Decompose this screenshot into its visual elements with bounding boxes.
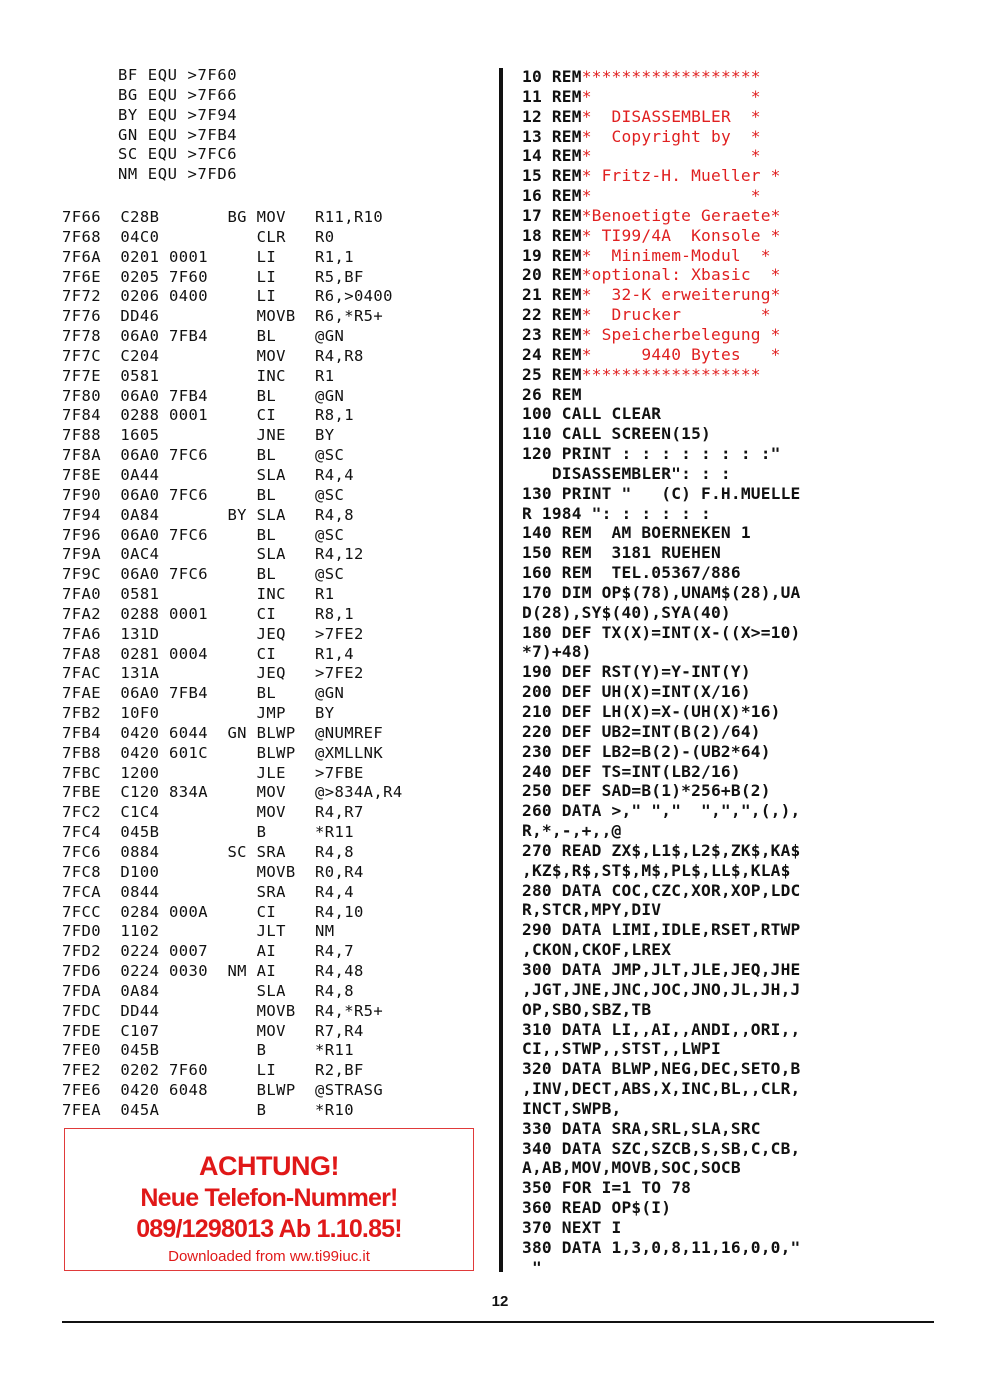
remark-text: * Minimem-Modul * xyxy=(581,245,771,265)
statement: NEXT I xyxy=(561,1217,622,1237)
line-number: 300 xyxy=(522,959,552,979)
basic-line xyxy=(522,265,801,285)
remark-text: * Fritz-H. Mueller * xyxy=(581,166,781,186)
assembly-line: 7FA6 131D JEQ >7FE2 xyxy=(62,624,364,643)
basic-line xyxy=(522,762,801,782)
footer-rule xyxy=(62,1321,934,1323)
line-number: 290 xyxy=(522,920,552,940)
basic-line xyxy=(522,523,801,543)
assembly-line: 7F6A 0201 0001 LI R1,1 xyxy=(62,247,354,266)
statement: REM xyxy=(551,384,582,404)
statement: DEF TS=INT(LB2/16) xyxy=(561,761,741,781)
statement: R,STCR,MPY,DIV xyxy=(522,900,662,920)
assembly-line: 7FE2 0202 7F60 LI R2,BF xyxy=(62,1061,364,1080)
remark-text: *optional: Xbasic * xyxy=(581,265,781,285)
remark-text: ****************** xyxy=(581,364,761,384)
notice-subheading: Neue Telefon-Nummer! xyxy=(140,1184,398,1212)
basic-line xyxy=(522,662,801,682)
assembly-line: 7F78 06A0 7FB4 BL @GN xyxy=(62,327,345,346)
line-number: 350 xyxy=(522,1178,552,1198)
statement: INCT,SWPB, xyxy=(522,1098,622,1118)
statement: D(28),SY$(40),SYA(40) xyxy=(522,602,731,622)
notice-phone-number: 089/1298013 Ab 1.10.85! xyxy=(136,1215,402,1243)
basic-line xyxy=(522,226,801,246)
basic-line xyxy=(522,702,801,722)
assembly-line: 7FCA 0844 SRA R4,4 xyxy=(62,882,354,901)
basic-line xyxy=(522,801,801,821)
assembly-line: 7FD6 0224 0030 NM AI R4,48 xyxy=(62,962,364,981)
basic-line xyxy=(522,821,801,841)
statement: REM xyxy=(551,86,582,106)
line-number: 320 xyxy=(522,1059,552,1079)
line-number: 220 xyxy=(522,721,552,741)
statement: PRINT " (C) F.H.MUELLE xyxy=(561,483,801,503)
phone-notice-box xyxy=(64,1128,474,1271)
line-number: 15 xyxy=(522,166,542,186)
line-number: 140 xyxy=(522,523,552,543)
line-number: 21 xyxy=(522,285,542,305)
assembly-line: 7FC2 C1C4 MOV R4,R7 xyxy=(62,803,364,822)
basic-line xyxy=(522,543,801,563)
basic-line xyxy=(522,563,801,583)
basic-line xyxy=(522,444,801,464)
statement: R 1984 ": : : : : : xyxy=(522,503,711,523)
line-number: 160 xyxy=(522,563,552,583)
statement: DEF UB2=INT(B(2)/64) xyxy=(561,721,761,741)
assembly-line: 7FA0 0581 INC R1 xyxy=(62,585,335,604)
assembly-line: 7F72 0206 0400 LI R6,>0400 xyxy=(62,287,393,306)
equate-listing xyxy=(118,66,237,185)
basic-line xyxy=(522,246,801,266)
statement: READ OP$(I) xyxy=(561,1198,672,1218)
line-number: 130 xyxy=(522,483,552,503)
basic-line xyxy=(522,1020,801,1040)
basic-line xyxy=(522,900,801,920)
statement: REM xyxy=(551,146,582,166)
statement: REM xyxy=(551,205,582,225)
line-number: 13 xyxy=(522,126,542,146)
statement: DATA COC,CZC,XOR,XOP,LDC xyxy=(561,880,801,900)
basic-line xyxy=(522,67,801,87)
remark-text: * * xyxy=(581,86,761,106)
basic-line xyxy=(522,1139,801,1159)
basic-line xyxy=(522,980,801,1000)
basic-line xyxy=(522,285,801,305)
equate-line: BF EQU >7F60 xyxy=(118,66,238,84)
statement: DATA BLWP,NEG,DEC,SETO,B xyxy=(561,1059,801,1079)
basic-line xyxy=(522,186,801,206)
assembly-line: 7FD0 1102 JLT NM xyxy=(62,922,335,941)
statement: CI,,STWP,,STST,,LWPI xyxy=(522,1039,721,1059)
assembly-line: 7F66 C28B BG MOV R11,R10 xyxy=(62,208,384,226)
basic-line xyxy=(522,682,801,702)
equate-line: GN EQU >7FB4 xyxy=(118,125,238,144)
statement: DEF TX(X)=INT(X-((X>=10) xyxy=(561,622,801,642)
line-number: 270 xyxy=(522,840,552,860)
line-number: 19 xyxy=(522,245,542,265)
remark-text: * TI99/4A Konsole * xyxy=(581,225,781,245)
line-number: 26 xyxy=(522,384,542,404)
line-number: 260 xyxy=(522,801,552,821)
statement: REM TEL.05367/886 xyxy=(561,563,741,583)
assembly-line: 7FEA 045A B *R10 xyxy=(62,1100,354,1119)
equate-line: BG EQU >7F66 xyxy=(118,85,238,104)
basic-line xyxy=(522,1000,801,1020)
line-number: 150 xyxy=(522,543,552,563)
assembly-line: 7F84 0288 0001 CI R8,1 xyxy=(62,406,354,425)
statement: ,JGT,JNE,JNC,JOC,JNO,JL,JH,J xyxy=(522,979,801,999)
notice-heading: ACHTUNG! xyxy=(199,1151,339,1181)
assembly-line: 7FA8 0281 0004 CI R1,4 xyxy=(62,644,354,663)
assembly-line: 7FB2 10F0 JMP BY xyxy=(62,704,335,723)
basic-line xyxy=(522,742,801,762)
basic-line xyxy=(522,722,801,742)
line-number: 180 xyxy=(522,622,552,642)
statement: DISASSEMBLER": : : xyxy=(522,463,731,483)
line-number: 24 xyxy=(522,344,542,364)
assembly-line: 7FE6 0420 6048 BLWP @STRASG xyxy=(62,1081,384,1100)
basic-line xyxy=(522,940,801,960)
remark-text: * 32-K erweiterung* xyxy=(581,285,781,305)
statement: REM xyxy=(551,285,582,305)
line-number: 340 xyxy=(522,1138,552,1158)
statement: REM xyxy=(551,225,582,245)
line-number: 250 xyxy=(522,781,552,801)
assembly-line: 7F80 06A0 7FB4 BL @GN xyxy=(62,386,345,405)
remark-text: * Drucker * xyxy=(581,305,771,325)
statement: *7)+48) xyxy=(522,642,592,662)
remark-text: * DISASSEMBLER * xyxy=(581,106,761,126)
statement: DATA SRA,SRL,SLA,SRC xyxy=(561,1118,761,1138)
statement: DEF LH(X)=X-(UH(X)*16) xyxy=(561,702,781,721)
assembly-line: 7F88 1605 JNE BY xyxy=(62,426,335,445)
statement: PRINT : : : : : : : :" xyxy=(561,444,781,464)
assembly-line: 7FDE C107 MOV R7,R4 xyxy=(62,1021,364,1040)
assembly-line: 7F76 DD46 MOVB R6,*R5+ xyxy=(62,307,384,326)
statement: DATA >," "," ",",",(,), xyxy=(561,801,801,821)
line-number: 380 xyxy=(522,1237,552,1257)
basic-line xyxy=(522,1119,801,1139)
statement: DATA LI,,AI,,ANDI,,ORI,, xyxy=(561,1019,801,1039)
line-number: 360 xyxy=(522,1198,552,1218)
remark-text: * 9440 Bytes * xyxy=(581,344,781,364)
assembly-line: 7FDC DD44 MOVB R4,*R5+ xyxy=(62,1001,384,1020)
statement: ,KZ$,R$,ST$,M$,PL$,LL$,KLA$ xyxy=(522,860,791,880)
assembly-line: 7FE0 045B B *R11 xyxy=(62,1041,354,1060)
basic-line xyxy=(522,920,801,940)
assembly-line: 7FCC 0284 000A CI R4,10 xyxy=(62,902,364,921)
basic-line xyxy=(522,305,801,325)
basic-line xyxy=(522,1238,801,1258)
basic-line xyxy=(522,583,801,603)
line-number: 230 xyxy=(522,741,552,761)
statement: REM xyxy=(551,186,582,206)
line-number: 14 xyxy=(522,146,542,166)
remark-text: ****************** xyxy=(581,67,761,86)
statement: DATA SZC,SZCB,S,SB,C,CB, xyxy=(561,1138,801,1158)
basic-line xyxy=(522,166,801,186)
assembly-line: 7F8E 0A44 SLA R4,4 xyxy=(62,465,354,484)
assembly-line: 7F96 06A0 7FC6 BL @SC xyxy=(62,525,345,544)
line-number: 240 xyxy=(522,761,552,781)
statement: REM 3181 RUEHEN xyxy=(561,543,721,563)
statement: REM AM BOERNEKEN 1 xyxy=(561,523,751,543)
basic-line xyxy=(522,642,801,662)
assembly-line: 7F68 04C0 CLR R0 xyxy=(62,227,335,246)
basic-line xyxy=(522,881,801,901)
assembly-line: 7FBC 1200 JLE >7FBE xyxy=(62,763,364,782)
line-number: 110 xyxy=(522,424,552,444)
assembly-line: 7FBE C120 834A MOV @>834A,R4 xyxy=(62,783,403,802)
assembly-line: 7F9A 0AC4 SLA R4,12 xyxy=(62,545,364,564)
statement: REM xyxy=(551,324,582,344)
assembly-line: 7FA2 0288 0001 CI R8,1 xyxy=(62,604,354,623)
statement: REM xyxy=(551,305,582,325)
basic-line xyxy=(522,146,801,166)
basic-line xyxy=(522,841,801,861)
column-divider xyxy=(499,68,503,1272)
statement: REM xyxy=(551,67,582,86)
basic-line xyxy=(522,623,801,643)
basic-line xyxy=(522,484,801,504)
statement: REM xyxy=(551,344,582,364)
basic-line xyxy=(522,1079,801,1099)
statement: CALL CLEAR xyxy=(561,404,662,424)
line-number: 190 xyxy=(522,662,552,682)
line-number: 16 xyxy=(522,186,542,206)
remark-text: * * xyxy=(581,186,761,206)
statement: DATA 1,3,0,8,11,16,0,0," xyxy=(561,1237,801,1257)
statement: " xyxy=(522,1257,542,1277)
statement: R,*,-,+,,@ xyxy=(522,821,622,841)
statement: REM xyxy=(551,364,582,384)
equate-line: BY EQU >7F94 xyxy=(118,105,238,124)
assembly-line: 7F9C 06A0 7FC6 BL @SC xyxy=(62,565,345,584)
page-number: 12 xyxy=(491,1293,509,1310)
statement: REM xyxy=(551,265,582,285)
statement: DATA LIMI,IDLE,RSET,RTWP xyxy=(561,920,801,940)
statement: DIM OP$(78),UNAM$(28),UA xyxy=(561,582,801,602)
line-number: 330 xyxy=(522,1118,552,1138)
assembly-line: 7FAE 06A0 7FB4 BL @GN xyxy=(62,684,345,703)
line-number: 11 xyxy=(522,86,542,106)
basic-line xyxy=(522,1059,801,1079)
basic-line xyxy=(522,1218,801,1238)
statement: DEF RST(Y)=Y-INT(Y) xyxy=(561,662,751,682)
basic-line xyxy=(522,424,801,444)
basic-line xyxy=(522,87,801,107)
line-number: 25 xyxy=(522,364,542,384)
assembly-line: 7FB8 0420 601C BLWP @XMLLNK xyxy=(62,743,384,762)
assembly-line: 7F90 06A0 7FC6 BL @SC xyxy=(62,485,345,504)
basic-line xyxy=(522,861,801,881)
line-number: 17 xyxy=(522,205,542,225)
basic-line xyxy=(522,504,801,524)
remark-text: * Speicherbelegung * xyxy=(581,324,781,344)
statement: FOR I=1 TO 78 xyxy=(561,1178,692,1198)
basic-line xyxy=(522,345,801,365)
assembly-line: 7FC4 045B B *R11 xyxy=(62,823,354,842)
line-number: 10 xyxy=(522,67,542,86)
basic-line xyxy=(522,404,801,424)
basic-line xyxy=(522,127,801,147)
basic-line xyxy=(522,1039,801,1059)
assembly-line: 7FC6 0884 SC SRA R4,8 xyxy=(62,843,354,861)
basic-listing xyxy=(522,67,801,1277)
line-number: 200 xyxy=(522,682,552,702)
basic-line xyxy=(522,960,801,980)
statement: REM xyxy=(551,245,582,265)
line-number: 22 xyxy=(522,305,542,325)
basic-line xyxy=(522,1178,801,1198)
statement: A,AB,MOV,MOVB,SOC,SOCB xyxy=(522,1158,741,1178)
basic-line xyxy=(522,107,801,127)
statement: ,INV,DECT,ABS,X,INC,BL,,CLR, xyxy=(522,1079,801,1099)
line-number: 280 xyxy=(522,880,552,900)
assembly-line: 7FAC 131A JEQ >7FE2 xyxy=(62,664,364,683)
line-number: 20 xyxy=(522,265,542,285)
line-number: 23 xyxy=(522,324,542,344)
download-source: Downloaded from ww.ti99iuc.it xyxy=(168,1248,370,1265)
line-number: 310 xyxy=(522,1019,552,1039)
line-number: 370 xyxy=(522,1217,552,1237)
statement: DEF SAD=B(1)*256+B(2) xyxy=(561,781,771,801)
basic-line xyxy=(522,206,801,226)
remark-text: *Benoetigte Geraete* xyxy=(581,205,781,225)
assembly-line: 7F7C C204 MOV R4,R8 xyxy=(62,346,364,365)
basic-line xyxy=(522,781,801,801)
basic-line xyxy=(522,1099,801,1119)
statement: REM xyxy=(551,106,582,126)
assembly-line: 7FDA 0A84 SLA R4,8 xyxy=(62,981,354,1000)
assembly-line: 7FC8 D100 MOVB R0,R4 xyxy=(62,862,364,881)
statement: DEF LB2=B(2)-(UB2*64) xyxy=(561,741,771,761)
statement: ,CKON,CKOF,LREX xyxy=(522,940,672,960)
statement: DEF UH(X)=INT(X/16) xyxy=(561,682,751,702)
basic-line xyxy=(522,1198,801,1218)
basic-line xyxy=(522,1158,801,1178)
statement: READ ZX$,L1$,L2$,ZK$,KA$ xyxy=(561,840,801,860)
assembly-line: 7F8A 06A0 7FC6 BL @SC xyxy=(62,446,345,465)
remark-text: * Copyright by * xyxy=(581,126,761,146)
basic-line xyxy=(522,385,801,405)
line-number: 12 xyxy=(522,106,542,126)
statement: DATA JMP,JLT,JLE,JEQ,JHE xyxy=(561,959,801,979)
equate-line: SC EQU >7FC6 xyxy=(118,145,238,164)
statement: REM xyxy=(551,126,582,146)
basic-line xyxy=(522,603,801,623)
line-number: 210 xyxy=(522,702,552,721)
basic-line xyxy=(522,1258,801,1278)
basic-line xyxy=(522,365,801,385)
line-number: 18 xyxy=(522,225,542,245)
remark-text: * * xyxy=(581,146,761,166)
assembly-line: 7FD2 0224 0007 AI R4,7 xyxy=(62,942,354,961)
basic-line xyxy=(522,325,801,345)
assembly-line: 7F7E 0581 INC R1 xyxy=(62,366,335,385)
assembly-line: 7FB4 0420 6044 GN BLWP @NUMREF xyxy=(62,723,384,742)
assembly-line: 7F94 0A84 BY SLA R4,8 xyxy=(62,505,354,524)
assembly-listing xyxy=(62,208,403,1121)
statement: OP,SBO,SBZ,TB xyxy=(522,999,652,1019)
line-number: 170 xyxy=(522,582,552,602)
assembly-line: 7F6E 0205 7F60 LI R5,BF xyxy=(62,267,364,286)
line-number: 100 xyxy=(522,404,552,424)
basic-line xyxy=(522,464,801,484)
equate-line: NM EQU >7FD6 xyxy=(118,165,238,184)
statement: CALL SCREEN(15) xyxy=(561,424,711,444)
statement: REM xyxy=(551,166,582,186)
line-number: 120 xyxy=(522,444,552,464)
